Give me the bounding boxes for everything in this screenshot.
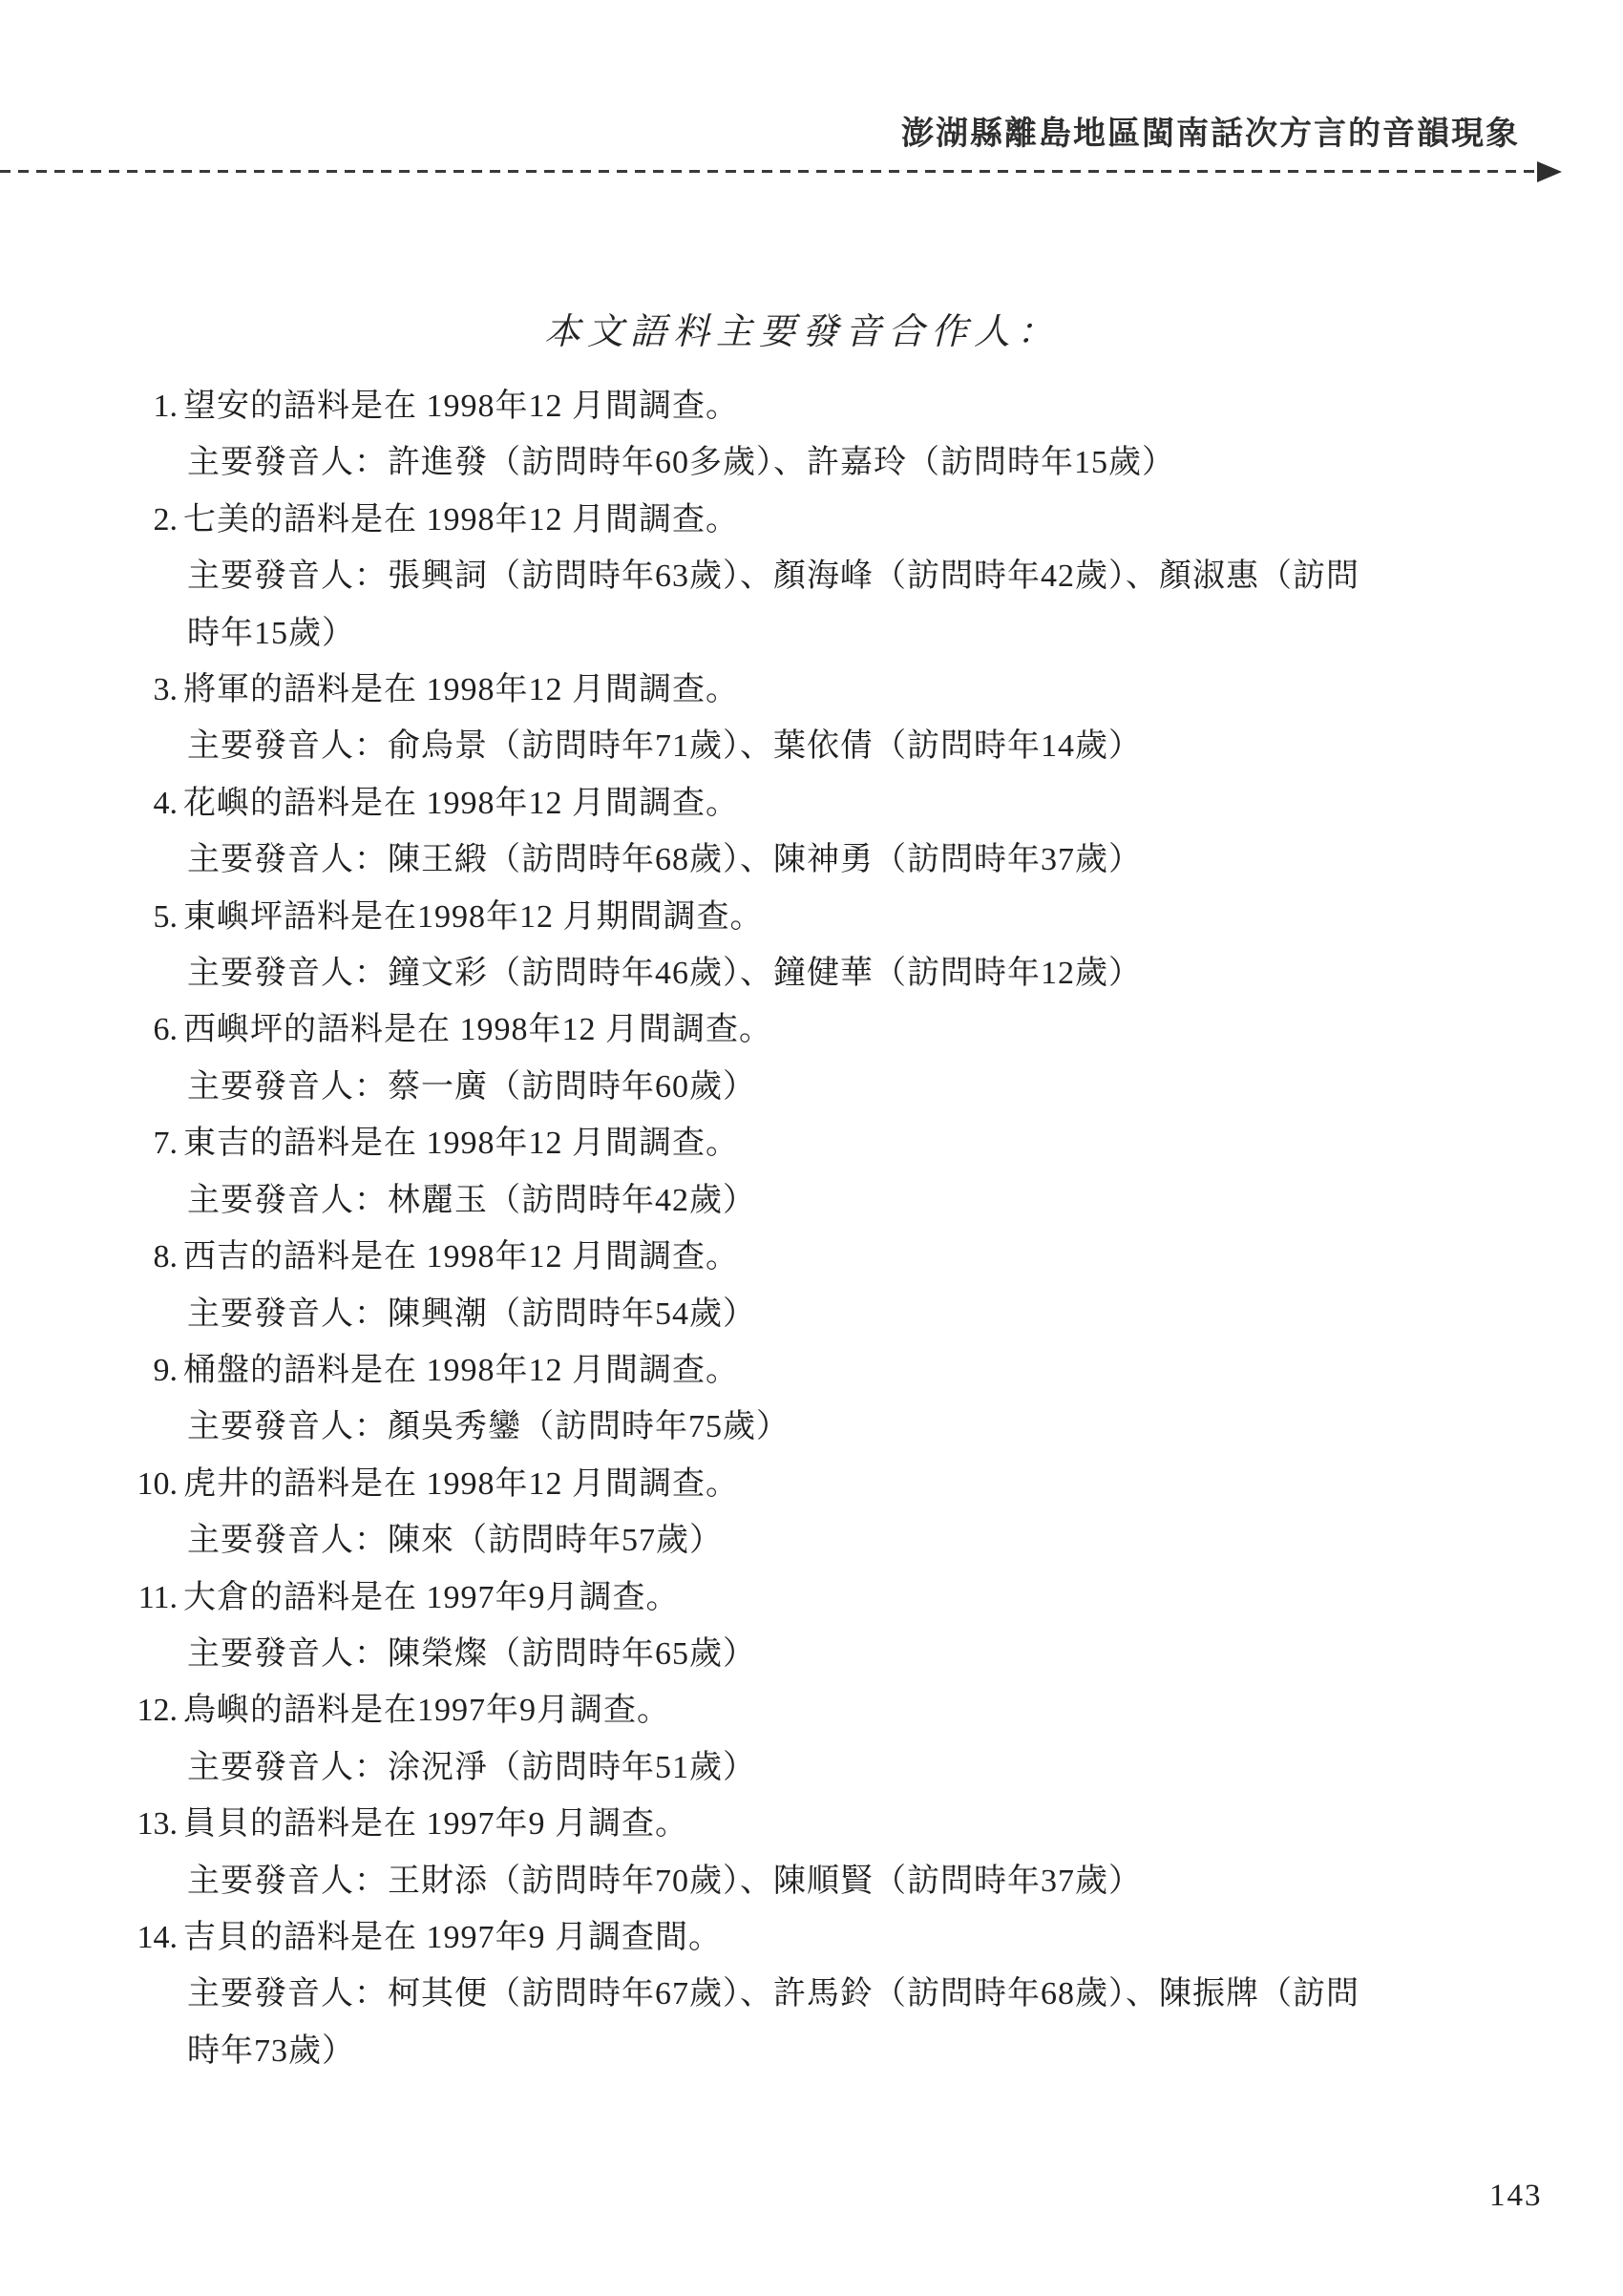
item-number: 8.: [153, 1239, 178, 1275]
item-description: 員貝的語料是在 1997年9 月調查。: [183, 1806, 688, 1843]
speaker-line: 主要發音人：顏吳秀鑾（訪問時年75歲）: [187, 1409, 790, 1445]
list-item: [95, 1682, 1585, 1796]
item-number: 13.: [137, 1806, 178, 1843]
list-item: [95, 889, 1585, 1002]
list-item: [95, 378, 1585, 492]
item-description: 東嶼坪語料是在1998年12 月期間調查。: [183, 898, 764, 935]
item-description: 西吉的語料是在 1998年12 月間調查。: [183, 1239, 739, 1275]
speaker-line: 主要發音人：林麗玉（訪問時年42歲）: [187, 1182, 756, 1218]
list-item: [95, 1115, 1585, 1229]
speaker-line: 主要發音人：張興詞（訪問時年63歲）、顏海峰（訪問時年42歲）、顏淑惠（訪問: [187, 558, 1360, 595]
item-description: 西嶼坪的語料是在 1998年12 月間調查。: [183, 1012, 772, 1048]
running-head-title: 澎湖縣離島地區閩南話次方言的音韻現象: [901, 116, 1520, 152]
item-description: 七美的語料是在 1998年12 月間調查。: [183, 501, 739, 537]
item-description: 花嶼的語料是在 1998年12 月間調查。: [183, 785, 739, 821]
list-item: [95, 1229, 1585, 1342]
item-number: 2.: [153, 501, 178, 537]
item-number: 5.: [153, 898, 178, 935]
list-item: [95, 492, 1585, 662]
speaker-line: 主要發音人：俞烏景（訪問時年71歲）、葉依倩（訪問時年14歲）: [187, 728, 1142, 765]
item-description: 鳥嶼的語料是在1997年9月調查。: [183, 1693, 670, 1729]
arrow-right-icon: [1537, 161, 1562, 182]
item-number: 1.: [153, 389, 178, 424]
item-number: 14.: [137, 1919, 178, 1955]
speaker-line: 主要發音人：陳榮燦（訪問時年65歲）: [187, 1635, 756, 1672]
item-description: 吉貝的語料是在 1997年9 月調查間。: [183, 1919, 722, 1955]
item-description: 虎井的語料是在 1998年12 月間調查。: [183, 1465, 739, 1502]
speaker-line: 主要發音人：柯其便（訪問時年67歲）、許馬鈴（訪問時年68歲）、陳振牌（訪問: [187, 1976, 1360, 2012]
item-number: 7.: [153, 1126, 178, 1162]
item-description: 大倉的語料是在 1997年9月調查。: [183, 1579, 680, 1615]
list-item: [95, 1456, 1585, 1569]
item-number: 10.: [137, 1465, 178, 1502]
list-item: [95, 1342, 1585, 1456]
informant-list: [95, 378, 1585, 2079]
list-item: [95, 1909, 1585, 2079]
list-item: [95, 1001, 1585, 1115]
list-item: [95, 662, 1585, 775]
item-number: 3.: [153, 672, 178, 708]
list-item: [95, 1796, 1585, 1909]
item-number: 12.: [137, 1693, 178, 1729]
item-number: 4.: [153, 785, 178, 821]
speaker-line: 主要發音人：陳來（訪問時年57歲）: [187, 1523, 723, 1559]
item-description: 東吉的語料是在 1998年12 月間調查。: [183, 1126, 739, 1162]
item-number: 11.: [137, 1579, 178, 1615]
list-item: [95, 1569, 1585, 1683]
speaker-line: 主要發音人：蔡一廣（訪問時年60歲）: [187, 1068, 756, 1105]
speaker-line: 時年15歲）: [187, 615, 355, 651]
item-number: 9.: [153, 1352, 178, 1388]
header-divider-rule: [0, 170, 1539, 173]
speaker-line: 主要發音人：鐘文彩（訪問時年46歲）、鐘健華（訪問時年12歲）: [187, 956, 1142, 992]
speaker-line: 主要發音人：陳興潮（訪問時年54歲）: [187, 1295, 756, 1332]
item-description: 將軍的語料是在 1998年12 月間調查。: [183, 672, 739, 708]
speaker-line: 時年73歲）: [187, 2033, 355, 2069]
item-description: 望安的語料是在 1998年12 月間調查。: [183, 389, 739, 424]
page-number: 143: [1489, 2179, 1543, 2213]
speaker-line: 主要發音人：王財添（訪問時年70歲）、陳順賢（訪問時年37歲）: [187, 1863, 1142, 1899]
item-description: 桶盤的語料是在 1998年12 月間調查。: [183, 1352, 739, 1388]
speaker-line: 主要發音人：涂況淨（訪問時年51歲）: [187, 1749, 756, 1785]
section-title: 本文語料主要發音合作人：: [543, 310, 1060, 352]
speaker-line: 主要發音人：許進發（訪問時年60多歲）、許嘉玲（訪問時年15歲）: [187, 445, 1175, 481]
speaker-line: 主要發音人：陳王緞（訪問時年68歲）、陳神勇（訪問時年37歲）: [187, 842, 1142, 878]
item-number: 6.: [153, 1012, 178, 1048]
list-item: [95, 775, 1585, 889]
